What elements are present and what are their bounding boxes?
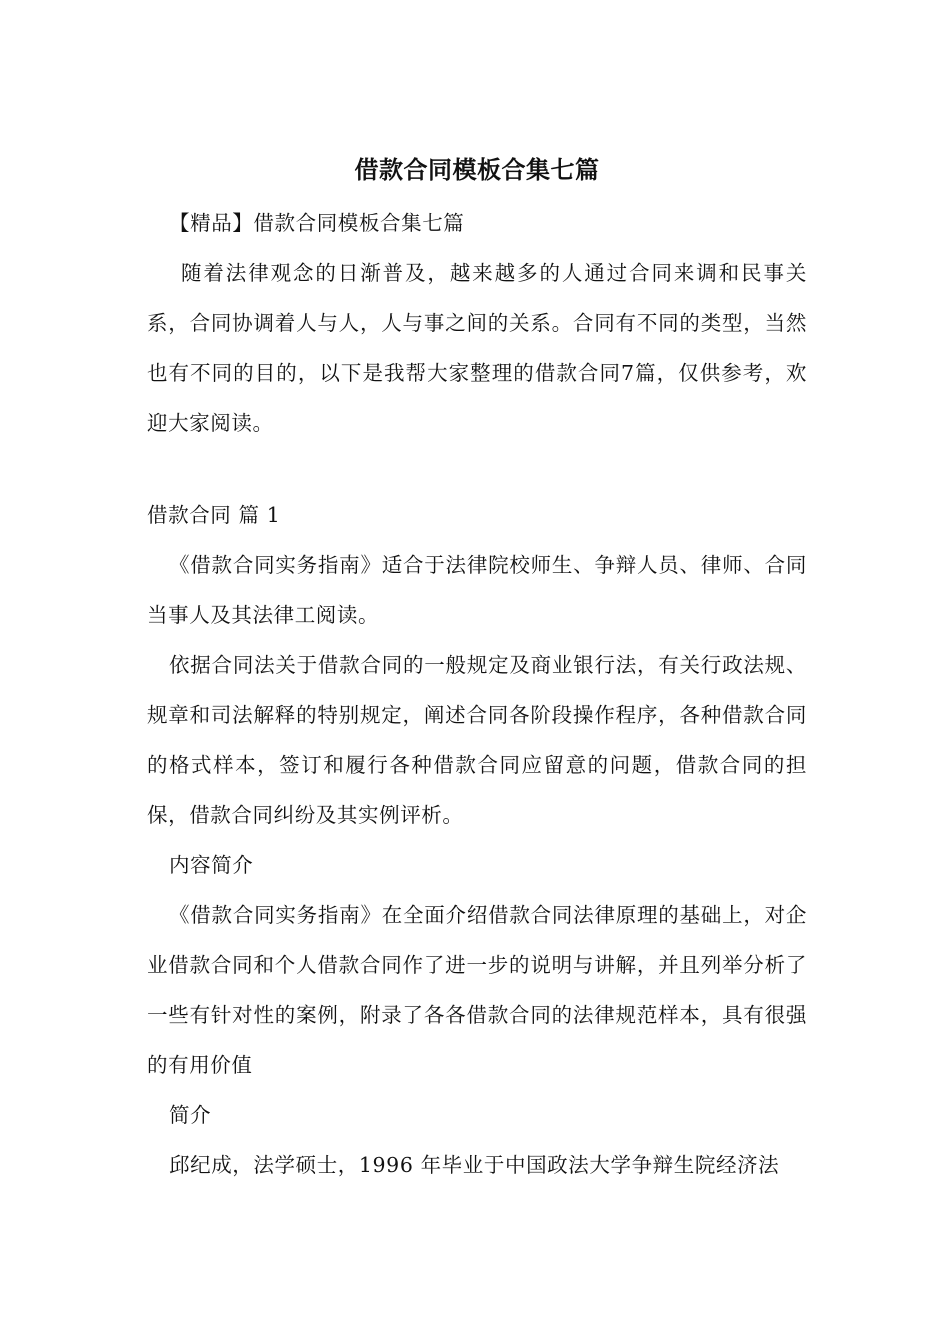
subheading-content-intro: 内容简介 [169,853,254,877]
document-title: 借款合同模板合集七篇 [354,156,600,184]
subheading-author-intro: 简介 [169,1103,212,1127]
body-paragraph: 依据合同法关于借款合同的一般规定及商业银行法，有关行政法规、规章和司法解释的特别规定，阐述合同各阶段操作程序，各种借款合同的格式样本，签订和履行各种借款合同应留意的问题，借款合同的担保，借款合同纠纷及其实例评析。 [147,653,807,827]
section-heading: 借款合同 篇 1 [147,503,281,527]
body-paragraph: 《借款合同实务指南》适合于法律院校师生、争辩人员、律师、合同当事人及其法律工阅读。 [147,553,807,627]
body-paragraph: 邱纪成，法学硕士，1996 年毕业于中国政法大学争辩生院经济法 [169,1153,780,1177]
document-body [147,150,807,1190]
paragraph-spacer [147,448,807,490]
intro-paragraph: 随着法律观念的日渐普及，越来越多的人通过合同来调和民事关系，合同协调着人与人，人与事之间的关系。合同有不同的类型，当然也有不同的目的，以下是我帮大家整理的借款合同7篇，仅供参考，欢迎大家阅读。 [147,261,807,435]
body-paragraph: 《借款合同实务指南》在全面介绍借款合同法律原理的基础上，对企业借款合同和个人借款合同作了进一步的说明与讲解，并且列举分析了一些有针对性的案例，附录了各各借款合同的法律规范样本，具有很强的有用价值 [147,903,807,1077]
document-subtitle: 【精品】借款合同模板合集七篇 [169,211,465,235]
